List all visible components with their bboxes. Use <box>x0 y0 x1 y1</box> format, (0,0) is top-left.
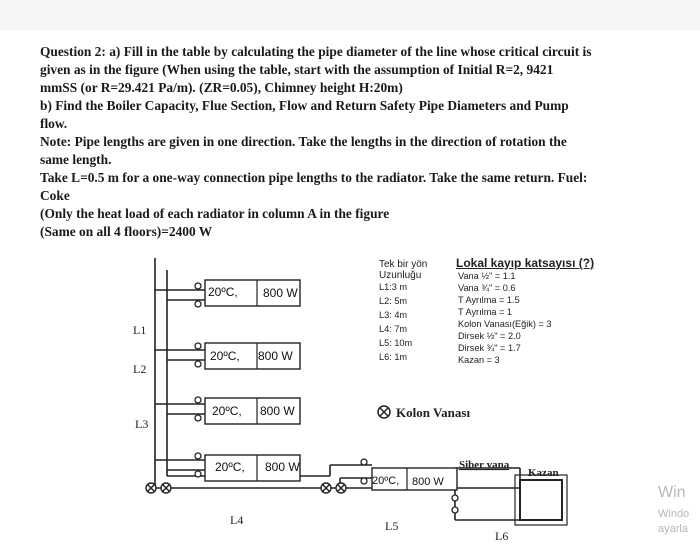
watermark-line-3: ayarla <box>658 523 688 535</box>
loss-item: Dirsek ½" = 2.0 <box>458 331 521 341</box>
kazan-label: Kazan <box>528 467 559 479</box>
radiator-1-load: 800 W <box>263 286 298 300</box>
radiator-3-temp: 20ºC, <box>212 404 242 418</box>
windows-activation-watermark <box>658 484 689 535</box>
kolon-vanasi-icon <box>378 406 390 418</box>
question-line-5: flow. <box>40 116 68 131</box>
question-line-3: mmSS (or R=29.421 Pa/m). (ZR=0.05), Chimney height H:20m) <box>40 80 403 95</box>
length-item: L5: 10m <box>379 338 413 348</box>
radiator-5-load: 800 W <box>412 476 444 488</box>
question-line-4: b) Find the Boiler Capacity, Flue Section, Flow and Return Safety Pipe Diameters and Pump <box>40 98 569 113</box>
floor-label-l3: L3 <box>135 417 149 431</box>
question-line-8: Take L=0.5 m for a one-way connection pipe lengths to the radiator. Take the same return. Fuel: <box>40 170 588 185</box>
siber-vana-label: Siber vana <box>459 459 510 471</box>
kolon-vanasi-label: Kolon Vanası <box>396 405 471 420</box>
boiler-outline <box>520 480 562 520</box>
length-label-l5: L5 <box>385 519 399 533</box>
radiator-4-load: 800 W <box>265 460 300 474</box>
question-line-6: Note: Pipe lengths are given in one direction. Take the lengths in the direction of rotation the <box>40 134 567 149</box>
loss-item: Kolon Vanası(Eğik) = 3 <box>458 319 552 329</box>
lengths-legend <box>379 259 427 363</box>
length-label-l4: L4 <box>230 513 244 527</box>
radiator-1-temp: 20ºC, <box>208 285 238 299</box>
length-item: L2: 5m <box>379 296 408 306</box>
loss-item: Kazan = 3 <box>458 355 500 365</box>
loss-item: T Ayrılma = 1 <box>458 307 513 317</box>
question-line-11: (Same on all 4 floors)=2400 W <box>40 224 213 239</box>
radiator-3-load: 800 W <box>260 404 295 418</box>
radiator-5-temp: 20ºC, <box>372 475 400 487</box>
lengths-title-2: Uzunluğu <box>379 270 422 281</box>
floor-label-l1: L1 <box>133 323 147 337</box>
question-line-7: same length. <box>40 152 112 167</box>
question-line-9: Coke <box>40 188 70 203</box>
loss-item: Vana ½" = 1.1 <box>458 271 516 281</box>
watermark-line-2: Windo <box>658 508 690 520</box>
loss-item: Dirsek ¾" = 1.7 <box>458 343 521 353</box>
loss-coefficient-legend <box>456 258 594 366</box>
question-line-2: given as in the figure (When using the table, start with the assumption of Initial R=2, 9421 <box>40 62 554 77</box>
question-line-1: Question 2: a) Fill in the table by calculating the pipe diameter of the line whose critical circuit is <box>40 44 592 59</box>
radiator-2-temp: 20ºC, <box>210 349 240 363</box>
length-item: L3: 4m <box>379 310 408 320</box>
question-line-10: (Only the heat load of each radiator in column A in the figure <box>40 206 390 221</box>
radiator-2-load: 800 W <box>258 349 293 363</box>
length-item: L6: 1m <box>379 352 408 362</box>
length-item: L4: 7m <box>379 324 408 334</box>
loss-item: Vana ¾" = 0.6 <box>458 283 516 293</box>
loss-legend-title: Lokal kayıp katsayısı (?) <box>456 256 595 270</box>
watermark-line-1: Win <box>658 484 686 501</box>
length-label-l6: L6 <box>495 529 509 543</box>
length-item: L1:3 m <box>379 282 408 292</box>
radiator-4-temp: 20ºC, <box>215 460 245 474</box>
lengths-title-1: Tek bir yön <box>379 259 428 270</box>
floor-label-l2: L2 <box>133 362 147 376</box>
loss-item: T Ayrılma = 1.5 <box>458 295 520 305</box>
